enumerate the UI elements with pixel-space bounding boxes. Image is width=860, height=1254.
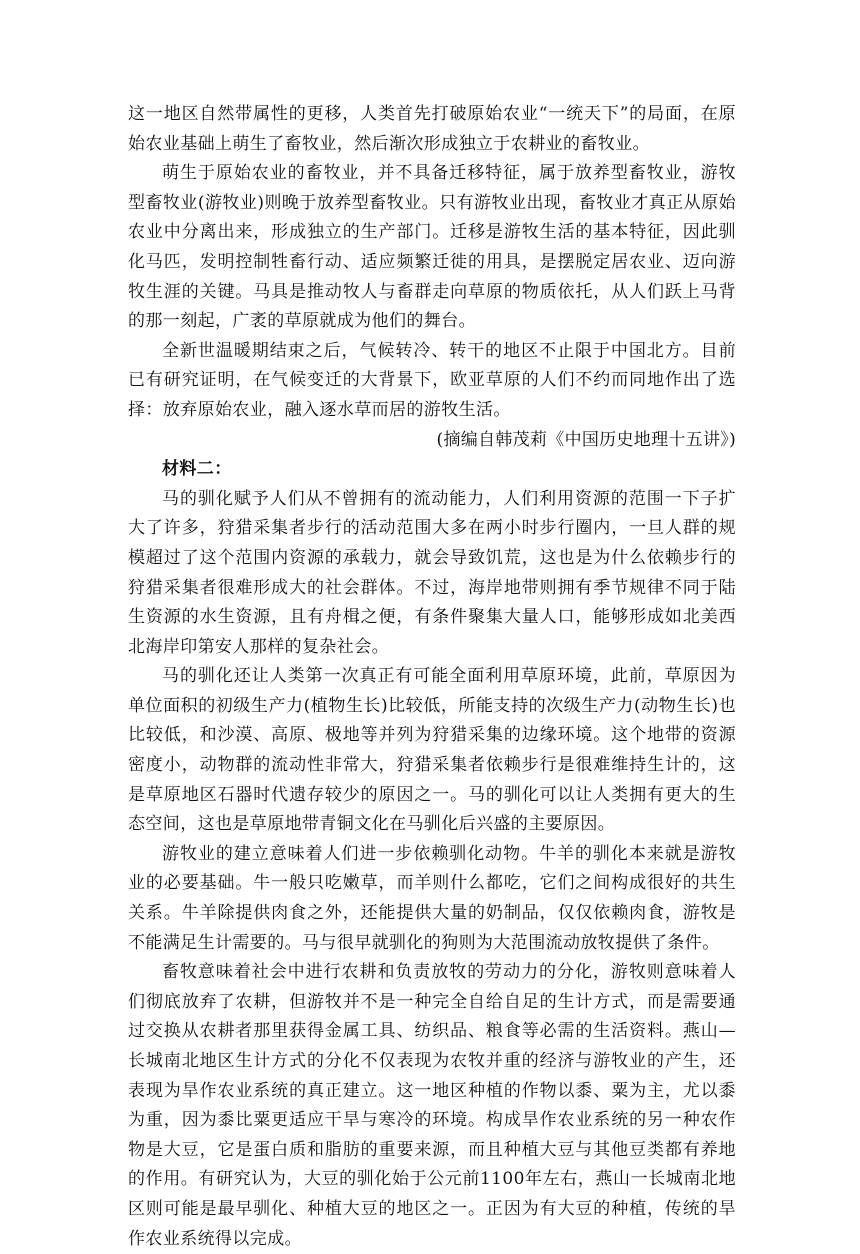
material-one-source: (摘编自韩茂莉《中国历史地理十五讲》) [436,429,736,450]
document-page [128,100,736,1254]
material-two-paragraph-4: 畜牧意味着社会中进行农耕和负责放牧的劳动力的分化，游牧则意味着人们彻底放弃了农耕，但游牧并不是一种完全自给自足的生计方式，而是需要通过交换从农耕者那里获得金属工具、纺织品、粮食等必需的生活资料。燕山—长城南北地区生计方式的分化不仅表现为农牧并重的经济与游牧业的产生，还表现为旱作农业系统的真正建立。这一地区种植的作物以黍、粟为主，尤以黍为重，因为黍比粟更适应干旱与寒冷的环境。构成旱作农业系统的另一种农作物是大豆，它是蛋白质和脂肪的重要来源，而且种植大豆与其他豆类都有养地的作用。有研究认为，大豆的驯化始于公元前1100年左右，燕山一长城南北地区则可能是最早驯化、种植大豆的地区之一。正因为有大豆的种植，传统的旱作农业系统得以完成。 [128,962,736,1249]
material-two-heading: 材料二： [162,459,232,480]
material-two-paragraph-3: 游牧业的建立意味着人们进一步依赖驯化动物。牛羊的驯化本来就是游牧业的必要基础。牛一般只吃嫩草，而羊则什么都吃，它们之间构成很好的共生关系。牛羊除提供肉食之外，还能提供大量的奶制品，仅仅依赖肉食，游牧是不能满足生计需要的。马与很早就驯化的狗则为大范围流动放牧提供了条件。 [128,843,736,953]
material-two-paragraph-1: 马的驯化赋予人们从不曾拥有的流动能力，人们利用资源的范围一下子扩大了许多，狩猎采集者步行的活动范围大多在两小时步行圈内，一旦人群的规模超过了这个范围内资源的承载力，就会导致饥荒，这也是为什么依赖步行的狩猎采集者很难形成大的社会群体。不过，海岸地带则拥有季节规律不同于陆生资源的水生资源，且有舟楫之便，有条件聚集大量人口，能够形成如北美西北海岸印第安人那样的复杂社会。 [128,488,736,657]
material-one-paragraph-1: 这一地区自然带属性的更移，人类首先打破原始农业“一统天下”的局面，在原始农业基础上萌生了畜牧业，然后渐次形成独立于农耕业的畜牧业。 [128,104,736,154]
material-one-paragraph-3: 全新世温暖期结束之后，气候转冷、转干的地区不止限于中国北方。目前已有研究证明，在气候变迁的大背景下，欧亚草原的人们不约而同地作出了选择：放弃原始农业，融入逐水草而居的游牧生活。 [128,340,736,420]
material-two-paragraph-2: 马的驯化还让人类第一次真正有可能全面利用草原环境，此前，草原因为单位面积的初级生产力(植物生长)比较低，所能支持的次级生产力(动物生长)也比较低，和沙漠、高原、极地等并列为狩猎采集的边缘环境。这个地带的资源密度小，动物群的流动性非常大，狩猎采集者依赖步行是很难维持生计的，这是草原地区石器时代遗存较少的原因之一。马的驯化可以让人类拥有更大的生态空间，这也是草原地带青铜文化在马驯化后兴盛的主要原因。 [128,666,736,835]
material-one-paragraph-2: 萌生于原始农业的畜牧业，并不具备迁移特征，属于放养型畜牧业，游牧型畜牧业(游牧业)则晚于放养型畜牧业。只有游牧业出现，畜牧业才真正从原始农业中分离出来，形成独立的生产部门。迁移是游牧生活的基本特征，因此驯化马匹，发明控制牲畜行动、适应频繁迁徙的用具，是摆脱定居农业、迈向游牧生涯的关键。马具是推动牧人与畜群走向草原的物质依托，从人们跃上马背的那一刻起，广袤的草原就成为他们的舞台。 [128,163,736,332]
